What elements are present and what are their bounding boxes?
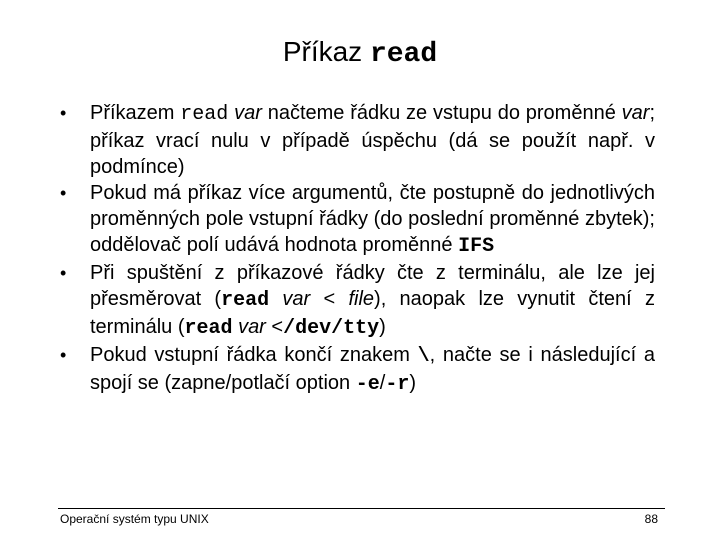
bullet-text-segment: IFS [458,235,495,258]
bullet-text-segment: \ [417,345,430,368]
bullet-text-segment: var [238,316,266,338]
bullet-text-segment: var [282,288,311,310]
bullet-text-segment: < [265,316,284,338]
bullet-text-segment: Při spuštění z příkazové řádky čte z terminálu, ale lze jej přesměrovat ( [90,262,655,310]
bullet-text-segment: read [184,317,233,340]
footer-course-title: Operační systém typu UNIX [60,512,209,526]
bullet-text-segment: Pokud má příkaz více argumentů, čte postupně do jednotlivých proměnných pole vstupní řádky (do poslední proměnné zbytek); oddělovač polí udává hodnota proměnné [90,182,655,256]
bullet-list [60,100,655,398]
bullet-text-segment: , načte se i následující a spojí se (zapne/potlačí option [90,344,655,394]
footer-divider [58,508,665,509]
slide-title [0,32,720,75]
bullet-item [60,180,655,260]
bullet-text-segment: ) [379,316,386,338]
bullet-text-segment: read [221,289,270,312]
bullet-text-segment: Pokud vstupní řádka končí znakem [90,344,418,366]
bullet-text-segment: /dev/tty [283,317,380,340]
bullet-text-segment: ) [409,372,416,394]
page-number: 88 [644,512,658,526]
bullet-text-segment: var [234,102,262,124]
bullet-text-segment: Příkazem [90,102,181,124]
bullet-item [60,342,655,398]
bullet-item [60,100,655,180]
bullet-marker: • [60,103,67,123]
bullet-marker: • [60,183,67,203]
bullet-marker: • [60,263,67,283]
bullet-text-segment: var [621,102,650,124]
bullet-text-segment [269,288,282,310]
bullet-marker: • [60,345,67,365]
bullet-text-segment: ; příkaz vrací nulu v případě úspěchu (dá se použít např. v podmínce) [90,102,655,178]
bullet-text-segment: -e [355,373,380,396]
bullet-text-segment: < [310,288,349,310]
bullet-text-segment: read [180,103,229,126]
bullet-text-segment: / [379,372,386,394]
title-text: Příkaz [282,36,370,67]
bullet-text-segment: file [348,288,375,310]
title-code: read [369,39,438,70]
bullet-item [60,260,655,342]
bullet-text-segment: -r [385,373,410,396]
bullet-text-segment: načteme řádku ze vstupu do proměnné [261,102,622,124]
bullet-text-segment: ), naopak lze vynutit čtení z terminálu ( [90,288,656,338]
